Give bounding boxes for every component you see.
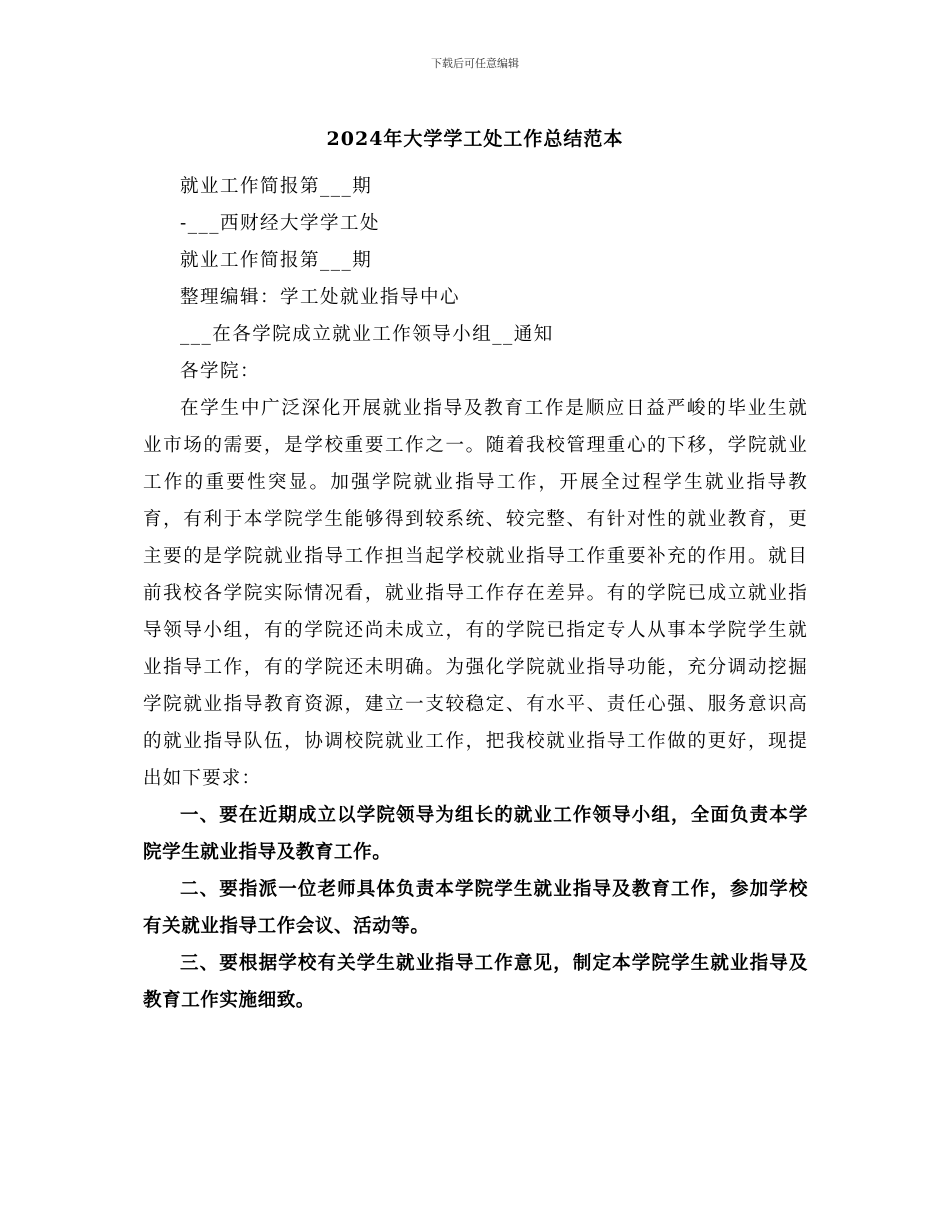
requirement-item: 一、要在近期成立以学院领导为组长的就业工作领导小组，全面负责本学院学生就业指导及教育工作。 [143, 805, 808, 863]
bulletin-issue-line: 就业工作简报第___期 [180, 176, 373, 197]
requirement-item: 三、要根据学校有关学生就业指导工作意见，制定本学院学生就业指导及教育工作实施细致。 [143, 953, 808, 1011]
header-note: 下载后可任意编辑 [431, 57, 519, 70]
requirement-item: 二、要指派一位老师具体负责本学院学生就业指导及教育工作，参加学校有关就业指导工作会议、活动等。 [143, 879, 808, 937]
editor-line: 整理编辑：学工处就业指导中心 [180, 287, 461, 308]
salutation-line: 各学院： [180, 361, 261, 382]
body-paragraph: 在学生中广泛深化开展就业指导及教育工作是顺应日益严峻的毕业生就业市场的需要，是学校重要工作之一。随着我校管理重心的下移，学院就业工作的重要性突显。加强学院就业指导工作，开展全过程学生就业指导教育，有利于本学院学生能够得到较系统、较完整、有针对性的就业教育，更主要的是学院就业指导工作担当起学校就业指导工作重要补充的作用。就目前我校各学院实际情况看，就业指导工作存在差异。有的学院已成立就业指导领导小组，有的学院还尚未成立，有的学院已指定专人从事本学院学生就业指导工作，有的学院还未明确。为强化学院就业指导功能，充分调动挖掘学院就业指导教育资源，建立一支较稳定、有水平、责任心强、服务意识高的就业指导队伍，协调校院就业工作，把我校就业指导工作做的更好，现提出如下要求： [143, 398, 808, 789]
document-title: 2024年大学学工处工作总结范本 [326, 128, 624, 150]
bulletin-issue-line-2: 就业工作简报第___期 [180, 250, 373, 271]
issuer-line: -___西财经大学学工处 [180, 213, 381, 234]
document-body [143, 168, 808, 1019]
notice-title-line: ___在各学院成立就业工作领导小组__通知 [180, 324, 554, 345]
